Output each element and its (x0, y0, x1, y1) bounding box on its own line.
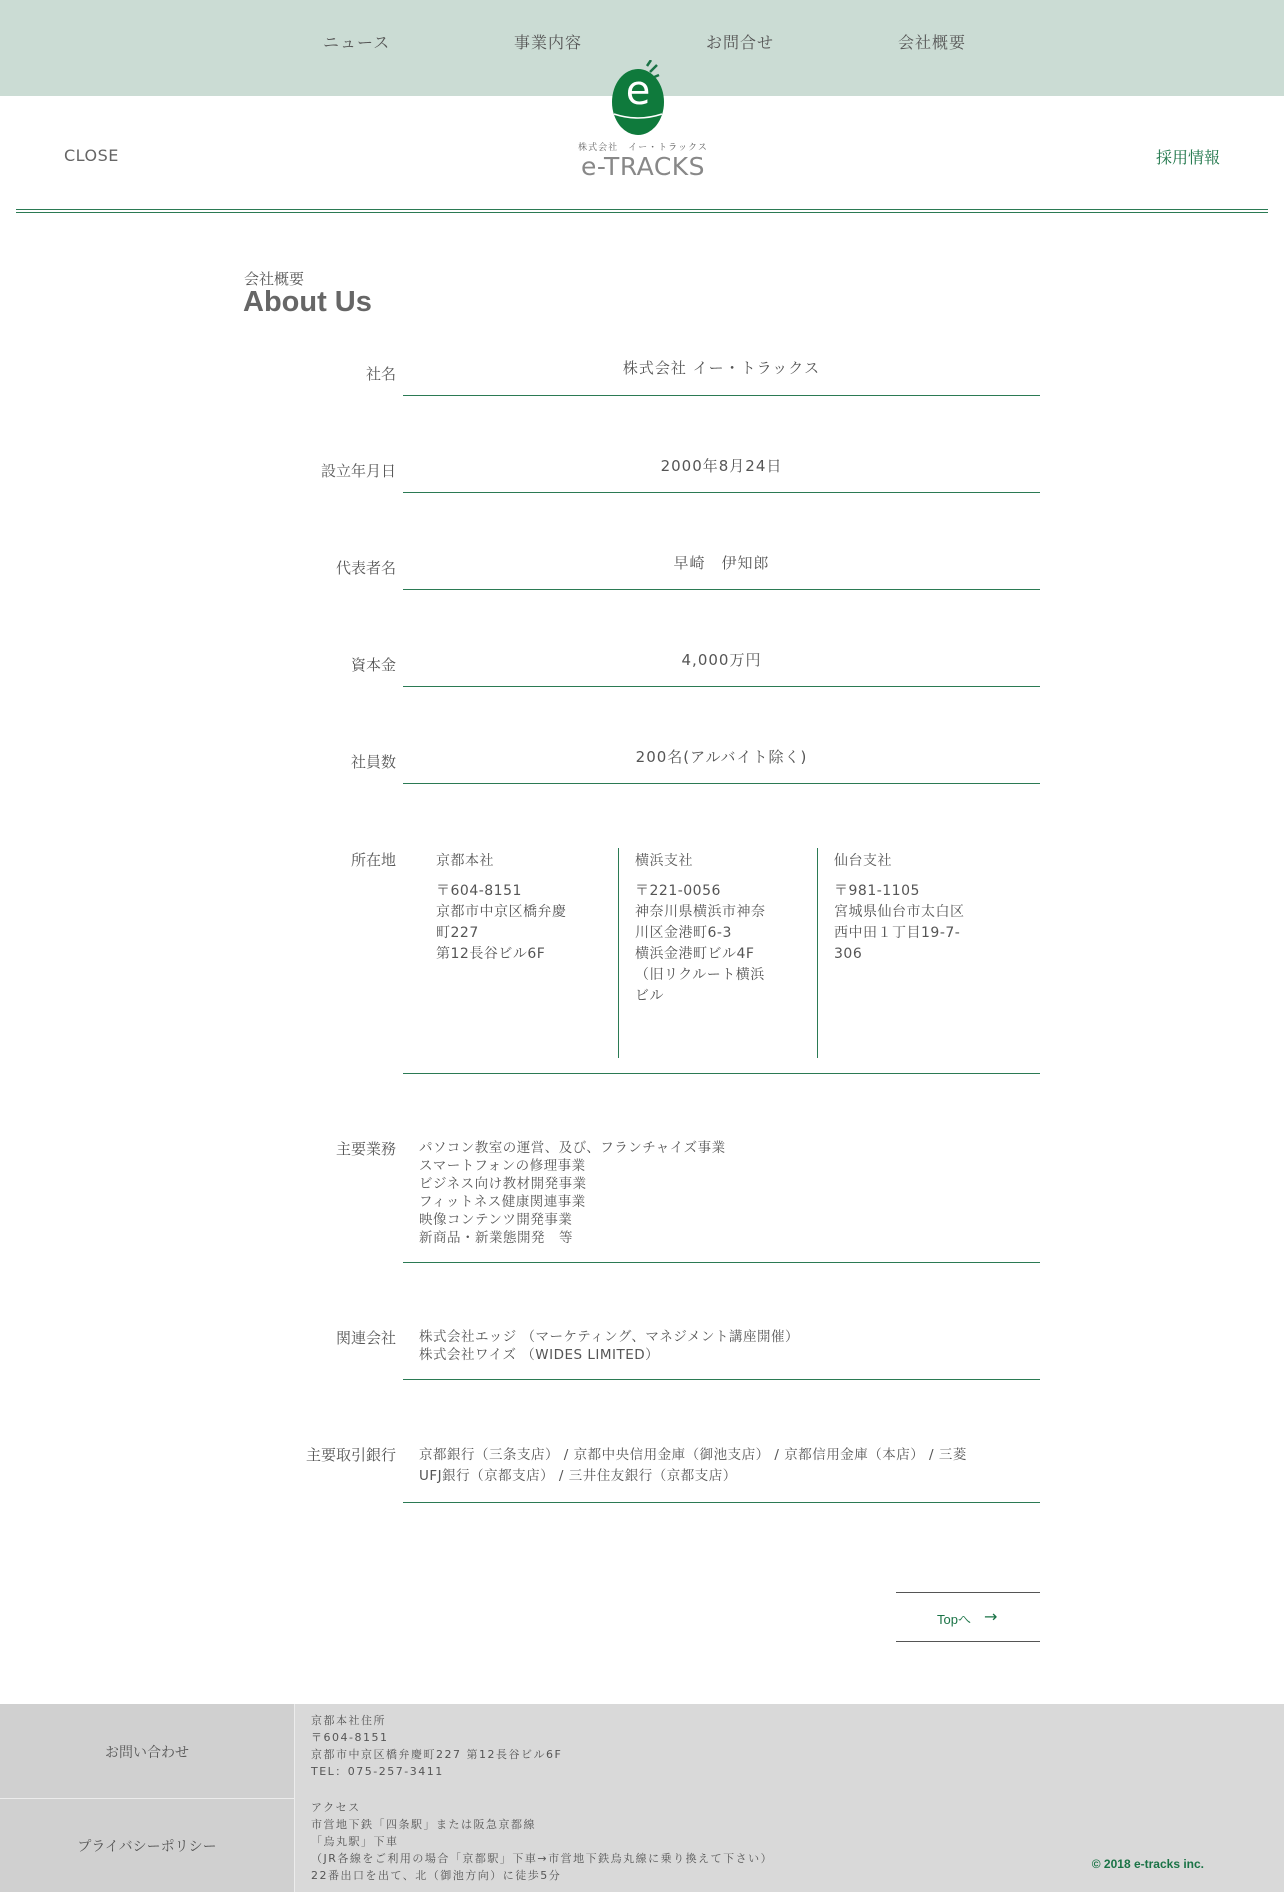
label-company-name: 社名 (365, 365, 396, 383)
office-address: 〒981-1105 宮城県仙台市太白区 西中田１丁目19-7- 306 (834, 883, 965, 962)
office-divider (817, 848, 818, 1058)
copyright: © 2018 e-tracks inc. (1091, 1857, 1204, 1871)
nav-item-business[interactable]: 事業内容 (514, 33, 583, 52)
back-to-top-button[interactable] (896, 1592, 1040, 1642)
logo-wordmark: e-TRACKS (580, 152, 706, 181)
value-representative: 早崎 伊知郎 (673, 554, 770, 572)
row-divider (403, 783, 1040, 784)
office-sendai (834, 850, 994, 965)
label-affiliates: 関連会社 (335, 1329, 396, 1347)
label-employees: 社員数 (350, 753, 396, 771)
value-employees: 200名(アルバイト除く) (635, 748, 808, 766)
bank-line: 京都銀行（三条支店） / 京都中央信用金庫（御池支店） / 京都信用金庫（本店） / 三菱 (419, 1447, 967, 1463)
label-banks: 主要取引銀行 (305, 1446, 396, 1464)
office-name: 横浜支社 (635, 853, 693, 869)
value-founded: 2000年8月24日 (660, 457, 783, 475)
header-divider (16, 209, 1268, 210)
value-affiliates (419, 1328, 1034, 1364)
office-address: 〒604-8151 京都市中京区橋弁慶 町227 第12長谷ビル6F (436, 883, 567, 962)
business-line: 映像コンテンツ開発事業 (419, 1212, 573, 1228)
footer-privacy-link[interactable]: プライバシーポリシー (77, 1839, 217, 1855)
row-divider (403, 589, 1040, 590)
affiliate-line: 株式会社ワイズ （WIDES LIMITED） (419, 1347, 660, 1363)
footer-divider (0, 1798, 294, 1799)
footer-divider (294, 1704, 295, 1892)
business-line: スマートフォンの修理事業 (419, 1158, 586, 1174)
footer (0, 1704, 1284, 1892)
header-divider-secondary (16, 212, 1268, 213)
value-capital: 4,000万円 (681, 651, 762, 669)
footer-access: アクセス 市営地下鉄「四条駅」または阪急京都線 「烏丸駅」下車 （JR各線をご利用の場合「京都駅」下車→市営地下鉄烏丸線に乗り換えて下さい） 22番出口を出て、北（御池方向）に徒歩5分 (311, 1801, 774, 1882)
back-to-top-label: Topへ (937, 1612, 971, 1627)
footer-hq-address: 京都本社住所 〒604-8151 京都市中京区橋弁慶町227 第12長谷ビル6F TEL：075-257-3411 (311, 1714, 563, 1778)
nav-item-contact[interactable]: お問合せ (706, 33, 775, 52)
bank-line: UFJ銀行（京都支店） / 三井住友銀行（京都支店） (419, 1468, 737, 1484)
nav-item-about[interactable]: 会社概要 (898, 33, 967, 52)
company-logo[interactable] (578, 60, 708, 182)
label-representative: 代表者名 (335, 559, 396, 577)
row-divider (403, 1262, 1040, 1263)
business-line: フィットネス健康関連事業 (419, 1194, 586, 1210)
label-location: 所在地 (350, 851, 396, 869)
svg-text:e: e (625, 68, 651, 114)
logo-subtitle: 株式会社 イー・トラックス (578, 143, 708, 153)
value-company-name: 株式会社 イー・トラックス (622, 359, 821, 377)
office-divider (618, 848, 619, 1058)
row-divider (403, 1379, 1040, 1380)
close-button[interactable]: CLOSE (64, 146, 119, 165)
nav-item-news[interactable]: ニュース (323, 33, 391, 52)
office-address: 〒221-0056 神奈川県横浜市神奈 川区金港町6-3 横浜金港町ビル4F （旧リクルート横浜 ビル (635, 883, 766, 1004)
recruit-link[interactable]: 採用情報 (1155, 148, 1220, 167)
row-divider (403, 1502, 1040, 1503)
label-business: 主要業務 (335, 1140, 396, 1158)
office-yokohama (635, 850, 795, 1007)
footer-contact-link[interactable]: お問い合わせ (105, 1745, 189, 1761)
business-line: ビジネス向け教材開発事業 (419, 1176, 587, 1192)
page-title: About Us (243, 286, 372, 318)
value-banks (419, 1445, 1034, 1487)
row-divider (403, 395, 1040, 396)
label-founded: 設立年月日 (320, 462, 396, 480)
row-divider (403, 492, 1040, 493)
business-line: 新商品・新業態開発 等 (419, 1230, 573, 1246)
value-business (419, 1139, 1034, 1247)
office-name: 仙台支社 (834, 853, 892, 869)
row-divider (403, 1073, 1040, 1074)
arrow-right-icon: → (984, 1607, 998, 1626)
office-name: 京都本社 (436, 853, 494, 869)
page-subtitle: 会社概要 (244, 270, 305, 288)
egg-logo-icon (578, 60, 708, 140)
office-kyoto (436, 850, 596, 965)
business-line: パソコン教室の運営、及び、フランチャイズ事業 (419, 1140, 726, 1156)
row-divider (403, 686, 1040, 687)
label-capital: 資本金 (350, 656, 396, 674)
affiliate-line: 株式会社エッジ （マーケティング、マネジメント講座開催） (419, 1329, 799, 1345)
